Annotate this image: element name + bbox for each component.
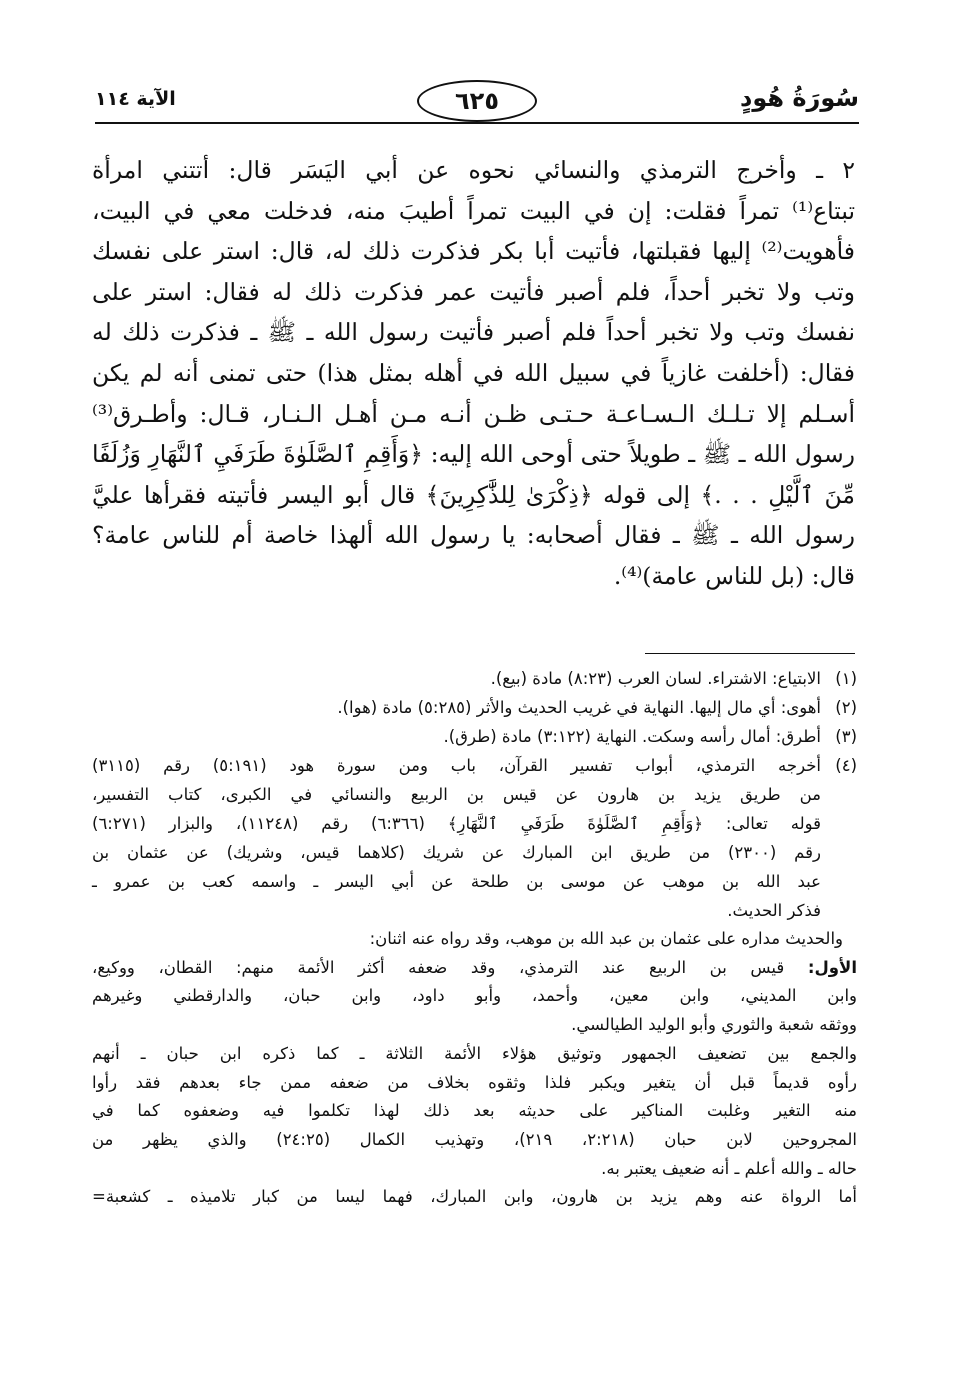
footnote-line: عبد الله بن موهب عن موسى بن طلحة عن أبي اليسر ـ واسمه كعب بن عمرو ـ <box>92 872 821 891</box>
footnote-line: رقم (٢٣٠٠) من طريق ابن المبارك عن شريك (كلاهما قيس، وشريك) عن عثمان بن <box>92 843 821 862</box>
footnote-line: فذكر الحديث. <box>727 901 821 920</box>
main-text <box>92 150 855 597</box>
footnote <box>92 751 857 925</box>
footnote-line: أطرق: أمال رأسه وسكت. النهاية (٣:١٢٢) مادة (طرق). <box>443 727 821 746</box>
footnote-line: أهوى: أي مال إليها. النهاية في غريب الحديث والأثر (٥:٢٨٥) مادة (هوا). <box>337 698 821 717</box>
main-line: فأهويت⁽²⁾ إليها فقبلتها، فأتيت أبا بكر فذكرت ذلك له، قال: استر على نفسك <box>92 237 855 266</box>
main-line: قال: (بل للناس عامة)⁽⁴⁾. <box>613 561 855 590</box>
ayah-label: الآية ١١٤ <box>95 88 176 110</box>
commentary-line: وابن المديني، وابن معين، وأحمد، وأبو داود، وابن حبان، والدارقطني وغيرهم <box>92 986 857 1006</box>
commentary-line: رأوه قديماً قبل أن يتغير ويكبر فلذا وثقوه بخلاف من ضعفه ممن جاء بعدهم فقد رأوا <box>92 1072 857 1092</box>
main-line: مِّنَ ٱلَّيْلِ . . .﴾ إلى قوله ﴿ذِكْرَىٰ لِلذَّٰكِرِينَ﴾ قال أبو اليسر فأتيته فقرأها عليَّ <box>92 480 855 509</box>
footnote <box>92 664 857 693</box>
footnote-number: (٢) <box>835 698 857 717</box>
page-header <box>95 78 859 126</box>
commentary-line: المجروحين لابن حبان (٢:٢١٨، ٢١٩)، وتهذيب الكمال (٢٤:٢٥) والذي يظهر من <box>92 1129 858 1149</box>
commentary-paragraph <box>92 1183 857 1212</box>
main-line: رسول الله ـ ﷺ ـ فقال أصحابه: يا رسول الله ألهذا خاصة أم للناس عامة؟ <box>92 521 855 550</box>
main-line: أسـلم إلا تـلـك الـسـاعـة حـتـى ظـن أنـه مـن أهـل الـنـار، قـال: وأطـرق⁽³⁾ <box>92 399 855 428</box>
page-number: ٦٢٥ <box>417 80 537 122</box>
main-paragraph <box>92 150 855 597</box>
footnote <box>92 693 857 722</box>
commentary-line: والجمع بين تضعيف الجمهور وتوثيق هؤلاء الأئمة الثلاثة ـ كما ذكره ابن حبان ـ أنهم <box>92 1043 857 1063</box>
commentary-paragraph <box>92 925 843 954</box>
main-line: تبتاع⁽¹⁾ تمراً فقلت: إن في البيت تمراً أطيبَ منه، فدخلت معي في البيت، <box>92 196 855 225</box>
commentary-paragraph <box>92 1040 857 1184</box>
commentary-paragraph <box>92 954 857 1040</box>
footnote-number: (٤) <box>835 756 857 775</box>
commentary-line: أما الرواة عنه وهم يزيد بن هارون، وابن المبارك، فهما ليسا من كبار تلاميذه ـ كشعبة= <box>92 1187 857 1207</box>
footnote-line: الابتياع: الاشتراء. لسان العرب (٨:٢٣) مادة (بيع). <box>490 669 821 688</box>
footnote-number: (١) <box>835 669 857 688</box>
commentary-line: الأول: قيس بن الربيع عند الترمذي، وقد ضعفه أكثر الأئمة منهم: القطان، ووكيع، <box>92 957 857 977</box>
main-line: وتب ولا تخبر أحداً، فلم أصبر فأتيت عمر فذكرت ذلك له فقال: استر على <box>92 277 855 306</box>
footnotes <box>92 664 857 1212</box>
footnote-number: (٣) <box>835 727 857 746</box>
commentary-line: ووثقه شعبة والثوري وأبو الوليد الطيالسي. <box>571 1015 857 1035</box>
footnote-line: أخرجه الترمذي، أبواب تفسير القرآن، باب ومن سورة هود (٥:١٩١) رقم (٣١١٥) <box>92 756 821 775</box>
main-line: رسول الله ـ ﷺ ـ طويلاً حتى أوحى الله إليه: ﴿وَأَقِمِ ٱلصَّلَوٰةَ طَرَفَيِ ٱلنَّهَارِ وَزُلَفًا <box>92 440 855 469</box>
commentary-line: والحديث مداره على عثمان بن عبد الله بن موهب، وقد رواه عنه اثنان: <box>369 929 843 948</box>
surah-title: سُورَةُ هُودٍ <box>740 84 859 112</box>
main-line: ٢ ـ وأخرج الترمذي والنسائي نحوه عن أبي اليَسَر قال: أتتني امرأة <box>92 156 855 184</box>
footnote <box>92 722 857 751</box>
commentary-line: حاله ـ والله أعلم ـ أنه ضعيف يعتبر به. <box>601 1158 857 1178</box>
footnote-separator <box>645 653 855 654</box>
commentary-line: منه التغير وغلبت المناكير على حديثه بعد ذلك لهذا تكلموا فيه وضعفوه كما في <box>92 1101 857 1121</box>
main-line: نفسك وتب ولا تخبر أحداً فلم أصبر فأتيت رسول الله ـ ﷺ ـ فذكرت ذلك له <box>92 318 855 347</box>
bold-label: الأول: <box>807 957 857 977</box>
header-rule <box>95 122 859 124</box>
footnote-line: من طريق يزيد بن هارون عن قيس بن الربيع والنسائي في الكبرى، كتاب التفسير، <box>92 785 821 804</box>
footnote-line: قوله تعالى: ﴿وَأَقِمِ ٱلصَّلَوٰةَ طَرَفَيِ ٱلنَّهَارِ﴾ (٦:٣٦٦) رقم (١١٢٤٨)، والبزار (٦:٢٧١) <box>92 814 822 833</box>
main-line: فقال: (أخلفت غازياً في سبيل الله في أهله بمثل هذا) حتى تمنى أنه لم يكن <box>92 358 855 387</box>
